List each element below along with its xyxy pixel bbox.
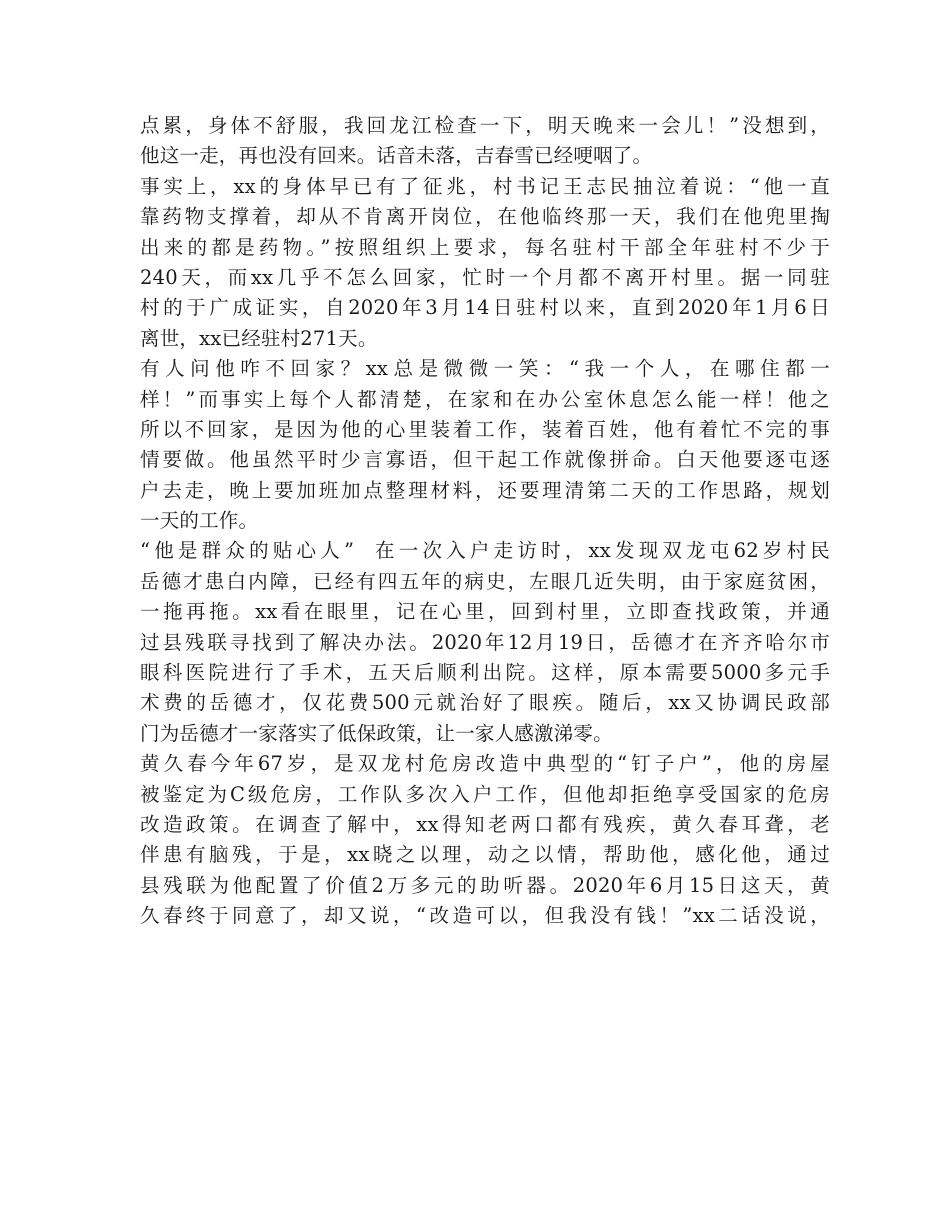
body-text-line: 县残联为他配置了价值2万多元的助听器。2020年6月15日这天，黄 xyxy=(140,873,830,897)
body-text-line: 伴患有脑残，于是，xx晓之以理，动之以情，帮助他，感化他，通过 xyxy=(140,843,830,867)
body-text-line: 他这一走，再也没有回来。话音未落，吉春雪已经哽咽了。 xyxy=(140,144,653,168)
body-text-line: 户去走，晚上要加班加点整理材料，还要理清第二天的工作思路，规划 xyxy=(140,478,830,502)
body-text-line: 点累，身体不舒服，我回龙江检查一下，明天晚来一会儿！”没想到， xyxy=(140,114,830,137)
body-text-line: 眼科医院进行了手术，五天后顺利出院。这样，原本需要5000多元手 xyxy=(140,661,830,685)
body-text-line: 出来的都是药物。”按照组织上要求，每名驻村干部全年驻村不少于 xyxy=(140,235,830,259)
body-text-line: 被鉴定为C级危房，工作队多次入户工作，但他却拒绝享受国家的危房 xyxy=(140,782,830,806)
body-text-line: 改造政策。在调查了解中，xx得知老两口都有残疾，黄久春耳聋，老 xyxy=(140,812,830,836)
body-text-line: 240天，而xx几乎不怎么回家，忙时一个月都不离开村里。据一同驻 xyxy=(140,265,830,289)
body-text-line: 门为岳德才一家落实了低保政策，让一家人感激涕零。 xyxy=(140,721,613,745)
body-text-line: 岳德才患白内障，已经有四五年的病史，左眼几近失明，由于家庭贫困， xyxy=(140,569,830,593)
body-text-line: 一拖再拖。xx看在眼里，记在心里，回到村里，立即查找政策，并通 xyxy=(140,600,830,624)
body-text-line: 黄久春今年67岁，是双龙村危房改造中典型的“钉子户”，他的房屋 xyxy=(140,752,830,776)
body-text-line: 村的于广成证实，自2020年3月14日驻村以来，直到2020年1月6日 xyxy=(140,296,830,320)
body-text-line: 事实上，xx的身体早已有了征兆，村书记王志民抽泣着说：“他一直 xyxy=(140,174,830,198)
body-text-line: 久春终于同意了，却又说，“改造可以，但我没有钱！”xx二话没说， xyxy=(140,904,830,928)
body-text-line: 有人问他咋不回家？xx总是微微一笑：“我一个人，在哪住都一 xyxy=(140,357,830,381)
body-text-line: 一天的工作。 xyxy=(140,509,259,533)
body-text-line: 样！”而事实上每个人都清楚，在家和在办公室休息怎么能一样！他之 xyxy=(140,387,830,411)
body-text-line: 离世，xx已经驻村271天。 xyxy=(140,326,378,350)
body-text-line: 所以不回家，是因为他的心里装着工作，装着百姓，他有着忙不完的事 xyxy=(140,417,830,441)
document-body-text xyxy=(140,111,830,932)
body-text-line: 术费的岳德才，仅花费500元就治好了眼疾。随后，xx又协调民政部 xyxy=(140,691,830,715)
body-text-line: 靠药物支撑着，却从不肯离开岗位，在他临终那一天，我们在他兜里掏 xyxy=(140,205,830,229)
body-text-line: “他是群众的贴心人” 在一次入户走访时，xx发现双龙屯62岁村民 xyxy=(140,539,830,563)
body-text-line: 情要做。他虽然平时少言寡语，但干起工作就像拼命。白天他要逐屯逐 xyxy=(140,448,830,472)
body-text-line: 过县残联寻找到了解决办法。2020年12月19日，岳德才在齐齐哈尔市 xyxy=(140,630,830,654)
